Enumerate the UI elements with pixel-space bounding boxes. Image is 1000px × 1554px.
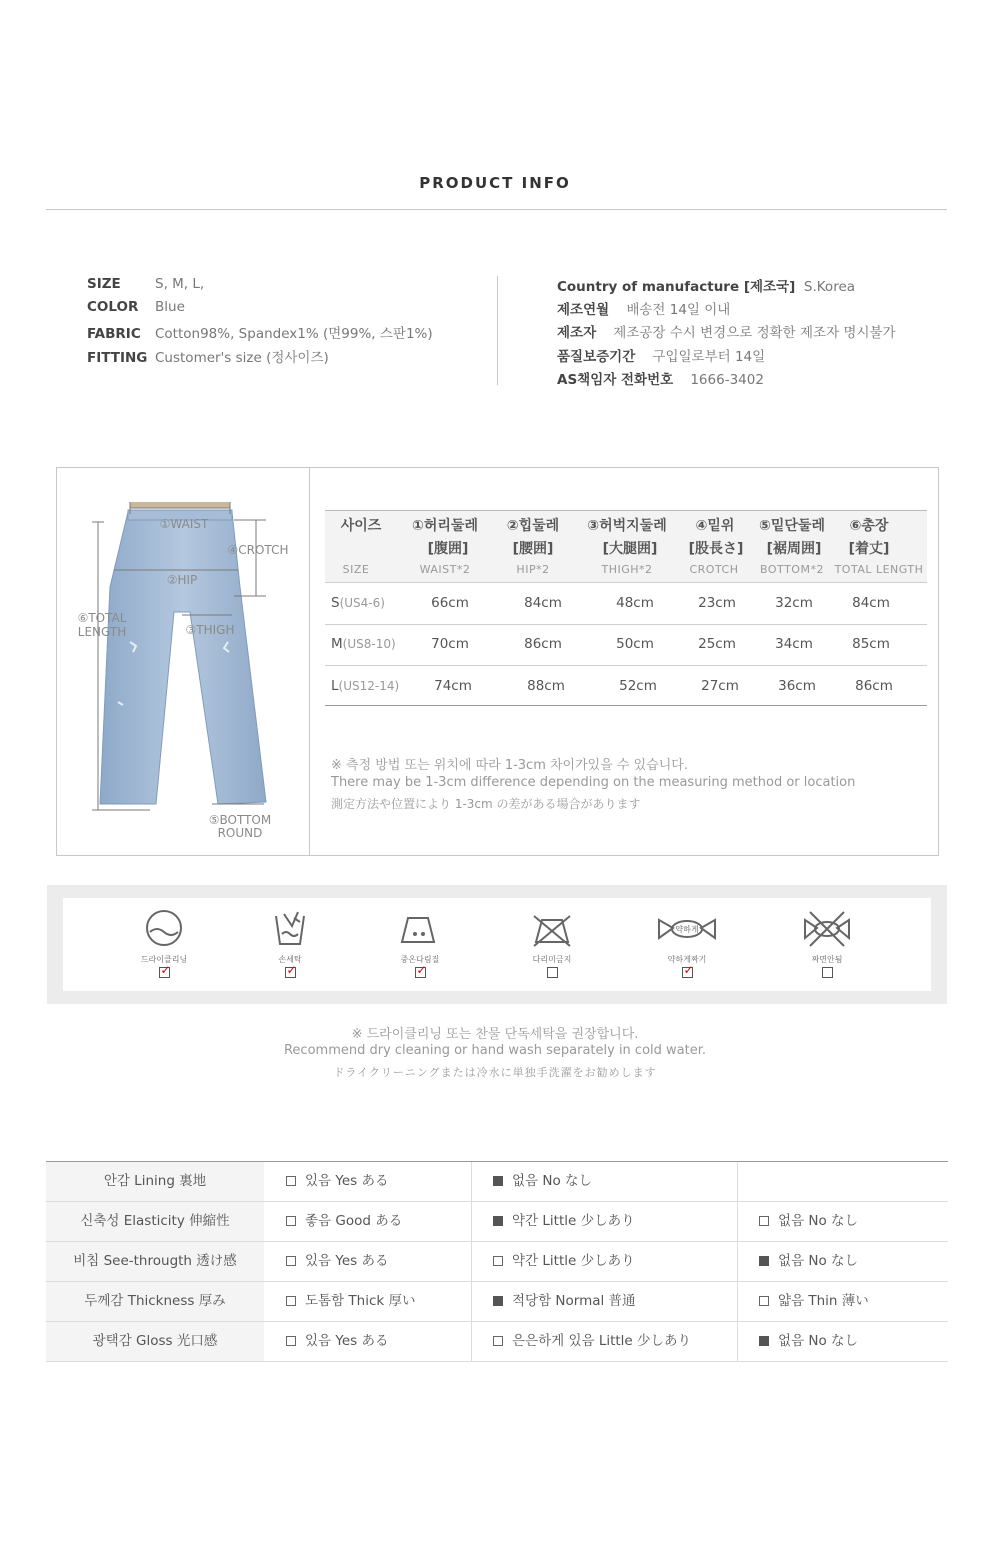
option-text: 없음 No なし: [778, 1333, 859, 1349]
option-checkbox: [493, 1256, 503, 1266]
care-label: 다리미금지: [532, 955, 572, 964]
col-header-total-en: TOTAL LENGTH: [834, 563, 924, 576]
material-option: [286, 1322, 388, 1361]
info-as-phone: [557, 368, 764, 388]
material-option: [759, 1322, 858, 1361]
info-key: Country of manufacture [제조국]: [557, 279, 796, 295]
size-cell: 48cm: [616, 595, 654, 611]
col-header-thigh-en: THIGH*2: [601, 563, 653, 576]
care-label: 중온다림질: [400, 955, 440, 964]
option-checkbox: [286, 1256, 296, 1266]
page-title: PRODUCT INFO: [419, 174, 571, 192]
col-header-waist-jp: [腹囲]: [427, 541, 469, 557]
svg-text:약하게: 약하게: [675, 925, 699, 934]
size-label: [331, 678, 399, 694]
material-label: 신축성 Elasticity 伸縮性: [46, 1202, 264, 1241]
info-key: 제조자: [557, 325, 597, 341]
info-color: [87, 299, 185, 315]
material-option: [493, 1202, 635, 1241]
size-cell: 34cm: [775, 636, 813, 652]
info-value: S.Korea: [803, 279, 856, 295]
info-value: 배송전 14일 이내: [626, 302, 731, 318]
material-label: 두께감 Thickness 厚み: [46, 1282, 264, 1321]
info-key: 품질보증기간: [557, 349, 636, 365]
col-header-total: ⑥총장: [849, 518, 889, 534]
info-key: COLOR: [87, 299, 139, 315]
material-row-thickness: [46, 1282, 948, 1322]
size-cell: 66cm: [431, 595, 469, 611]
care-wring-gently: [657, 908, 717, 978]
material-option: [759, 1242, 858, 1281]
option-text: 없음 No なし: [512, 1173, 593, 1189]
size-cell: 74cm: [434, 678, 472, 694]
no-wring-icon: [802, 908, 852, 948]
option-text: 은은하게 있음 Little 少しあり: [512, 1333, 692, 1349]
info-warranty: [557, 345, 765, 365]
option-text: 없음 No なし: [778, 1253, 859, 1269]
iron-medium-icon: [398, 908, 442, 948]
size-cell: 85cm: [852, 636, 890, 652]
material-col-divider: [471, 1162, 472, 1362]
care-checkbox: [682, 967, 693, 978]
size-us: (US12-14): [338, 679, 400, 693]
option-checkbox: [286, 1296, 296, 1306]
care-checkbox: [285, 967, 296, 978]
hand-wash-icon: [270, 908, 310, 948]
info-key: SIZE: [87, 276, 121, 292]
size-col-header: 사이즈: [340, 518, 382, 534]
care-no-iron: [522, 908, 582, 978]
size-cell: 86cm: [524, 636, 562, 652]
option-text: 좋음 Good ある: [305, 1213, 403, 1229]
col-header-crotch-jp: [股長さ]: [688, 541, 744, 557]
option-checkbox: [286, 1216, 296, 1226]
info-value: S, M, L,: [155, 276, 205, 292]
material-label: 안감 Lining 裏地: [46, 1162, 264, 1201]
col-header-total-jp: [着丈]: [848, 541, 890, 557]
size-cell: 32cm: [775, 595, 813, 611]
info-value: 구입일로부터 14일: [652, 349, 766, 365]
hip-label: ②HIP: [166, 573, 198, 587]
option-text: 얇음 Thin 薄い: [778, 1293, 869, 1309]
care-checkbox: [159, 967, 170, 978]
option-checkbox: [286, 1176, 296, 1186]
col-header-hip-jp: [腰囲]: [512, 541, 554, 557]
col-header-hip-en: HIP*2: [516, 563, 550, 576]
size-letter: L: [331, 678, 339, 694]
care-label: 짜면안됨: [811, 955, 843, 964]
material-option: [286, 1242, 388, 1281]
row-divider: [325, 665, 927, 666]
info-fabric: [87, 322, 433, 342]
size-note-en: There may be 1-3cm difference depending on the measuring method or location: [331, 775, 856, 790]
care-label: 드라이클리닝: [140, 955, 188, 964]
info-manufacture-date: [557, 298, 730, 318]
option-text: 없음 No なし: [778, 1213, 859, 1229]
size-letter: S: [331, 595, 340, 611]
material-label: 광택감 Gloss 光口感: [46, 1322, 264, 1361]
material-option: [493, 1322, 691, 1361]
size-cell: 25cm: [698, 636, 736, 652]
row-divider: [325, 705, 927, 706]
size-cell: 70cm: [431, 636, 469, 652]
material-option: [493, 1242, 635, 1281]
col-header-crotch: ④밑위: [695, 518, 735, 534]
size-cell: 84cm: [852, 595, 890, 611]
col-header-waist-en: WAIST*2: [419, 563, 471, 576]
col-header-bottom: ⑤밑단둘레: [759, 518, 825, 534]
info-manufacturer: [557, 321, 896, 341]
material-col-divider: [737, 1162, 738, 1362]
size-cell: 52cm: [619, 678, 657, 694]
material-row-lining: [46, 1162, 948, 1202]
material-option: [759, 1202, 858, 1241]
option-checkbox: [493, 1296, 503, 1306]
material-option: [493, 1282, 636, 1321]
option-checkbox: [493, 1336, 503, 1346]
col-header-thigh-jp: [大腿囲]: [602, 541, 658, 557]
option-checkbox: [493, 1176, 503, 1186]
info-value: 1666-3402: [690, 372, 764, 388]
option-checkbox: [493, 1216, 503, 1226]
crotch-label: ④CROTCH: [227, 543, 289, 557]
material-option: [286, 1202, 402, 1241]
size-cell: 36cm: [778, 678, 816, 694]
info-country: [557, 275, 855, 295]
care-label: 약하게짜기: [667, 955, 707, 964]
size-cell: 50cm: [616, 636, 654, 652]
option-text: 약간 Little 少しあり: [512, 1213, 635, 1229]
size-us: (US4-6): [339, 596, 385, 610]
care-dry-clean: [134, 908, 194, 978]
wring-gently-icon: [657, 908, 717, 948]
material-row-elasticity: [46, 1202, 948, 1242]
care-checkbox: [822, 967, 833, 978]
total-label-2: LENGTH: [77, 625, 127, 639]
dry-clean-icon: [144, 908, 184, 948]
col-header-crotch-en: CROTCH: [689, 563, 739, 576]
option-checkbox: [759, 1256, 769, 1266]
size-col-sub: SIZE: [342, 563, 370, 576]
col-header-bottom-en: BOTTOM*2: [760, 563, 824, 576]
option-text: 있음 Yes ある: [305, 1173, 389, 1189]
option-checkbox: [759, 1296, 769, 1306]
thigh-label: ③THIGH: [185, 623, 235, 637]
size-cell: 27cm: [701, 678, 739, 694]
size-cell: 23cm: [698, 595, 736, 611]
hanger: [130, 502, 230, 508]
size-letter: M: [331, 636, 343, 652]
bottom-label-1: ⑤BOTTOM: [208, 813, 272, 827]
care-checkbox: [415, 967, 426, 978]
row-divider: [325, 624, 927, 625]
material-option: [759, 1282, 869, 1321]
material-row-gloss: [46, 1322, 948, 1362]
size-cell: 86cm: [855, 678, 893, 694]
option-text: 적당함 Normal 普通: [512, 1293, 636, 1309]
info-key: AS책임자 전화번호: [557, 372, 674, 388]
care-no-wring: [797, 908, 857, 978]
material-row-see-through: [46, 1242, 948, 1282]
col-header-hip: ②힙둘레: [506, 518, 560, 534]
option-text: 약간 Little 少しあり: [512, 1253, 635, 1269]
size-label: [331, 636, 396, 652]
size-us: (US8-10): [342, 637, 396, 651]
material-option: [493, 1162, 592, 1201]
care-iron-medium: [390, 908, 450, 978]
row-divider: [325, 582, 927, 583]
info-size: [87, 276, 204, 292]
option-text: 있음 Yes ある: [305, 1333, 389, 1349]
title-divider: [46, 209, 947, 210]
option-checkbox: [286, 1336, 296, 1346]
size-note-kr: ※ 측정 방법 또는 위치에 따라 1-3cm 차이가있을 수 있습니다.: [331, 758, 688, 773]
care-label: 손세탁: [278, 955, 302, 964]
care-note-en: Recommend dry cleaning or hand wash separately in cold water.: [283, 1043, 706, 1058]
info-key: 제조연월: [557, 302, 610, 318]
care-note-kr: ※ 드라이클리닝 또는 찬물 단독세탁을 권장합니다.: [351, 1027, 639, 1042]
size-label: [331, 595, 385, 611]
option-text: 있음 Yes ある: [305, 1253, 389, 1269]
jeans-diagram: [70, 492, 300, 842]
info-fitting: [87, 346, 329, 366]
option-text: 도톰함 Thick 厚い: [305, 1293, 416, 1309]
care-note-jp: ドライクリーニングまたは冷水に単独手洗濯をお勧めします: [333, 1066, 657, 1079]
option-checkbox: [759, 1216, 769, 1226]
info-value: Blue: [155, 299, 185, 315]
info-value: Customer's size (정사이즈): [155, 350, 329, 366]
material-option: [286, 1282, 416, 1321]
no-iron-icon: [530, 908, 574, 948]
care-hand-wash: [260, 908, 320, 978]
size-cell: 88cm: [527, 678, 565, 694]
bottom-label-2: ROUND: [217, 826, 263, 840]
info-key: FITTING: [87, 350, 148, 366]
info-value: Cotton98%, Spandex1% (면99%, 스판1%): [155, 326, 433, 342]
total-label-1: ⑥TOTAL: [77, 611, 127, 625]
material-label: 비침 See-througth 透け感: [46, 1242, 264, 1281]
size-section-divider: [309, 467, 310, 856]
col-header-bottom-jp: [裾周囲]: [766, 541, 822, 557]
waist-label: ①WAIST: [159, 517, 209, 531]
info-key: FABRIC: [87, 326, 141, 342]
info-divider: [497, 276, 498, 385]
col-header-waist: ①허리둘레: [412, 518, 478, 534]
material-option: [286, 1162, 388, 1201]
col-header-thigh: ③허벅지둘레: [587, 518, 667, 534]
care-checkbox: [547, 967, 558, 978]
size-cell: 84cm: [524, 595, 562, 611]
option-checkbox: [759, 1336, 769, 1346]
size-note-jp: 測定方法や位置により 1-3cm の差がある場合があります: [331, 797, 641, 811]
info-value: 제조공장 수시 변경으로 정확한 제조자 명시불가: [613, 325, 896, 341]
